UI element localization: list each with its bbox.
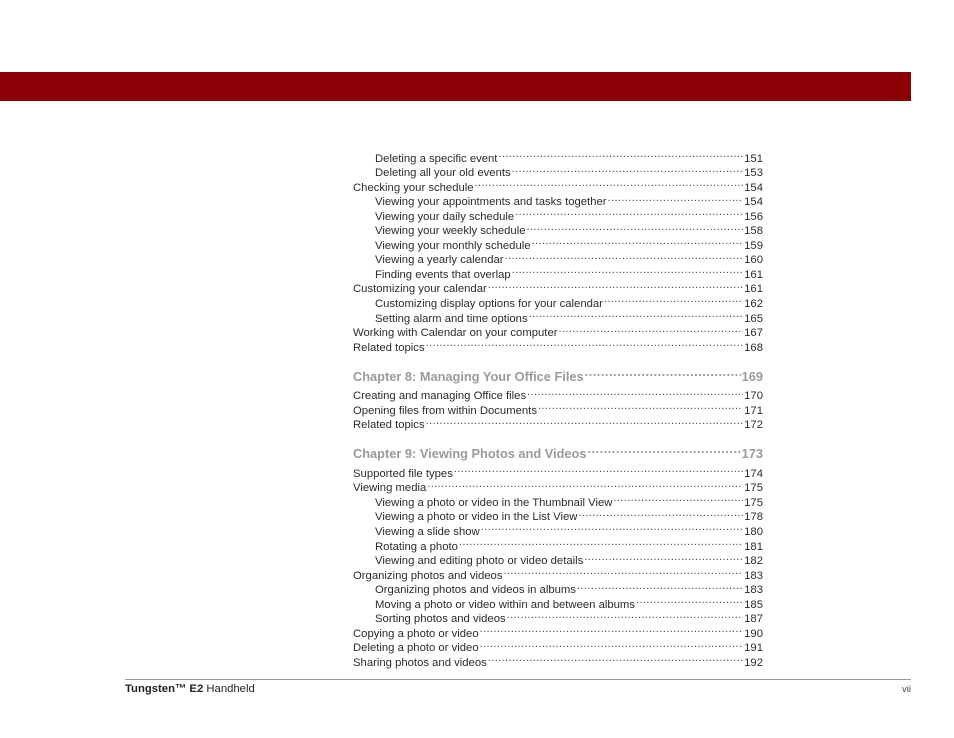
toc-entry-page: 191	[744, 642, 763, 655]
toc-entry-page: 187	[744, 613, 763, 626]
toc-entry-page: 175	[744, 482, 763, 495]
toc-entry-title: Working with Calendar on your computer	[353, 327, 558, 340]
toc-entry-page: 154	[744, 181, 763, 194]
toc-entry-page: 160	[744, 254, 763, 267]
toc-entry-page: 190	[744, 627, 763, 640]
toc-entry-page: 165	[744, 312, 763, 325]
header-banner	[0, 72, 911, 101]
toc-entry-title: Viewing a photo or video in the Thumbnail View	[375, 496, 613, 509]
toc-entry-title: Viewing a yearly calendar	[375, 254, 504, 267]
toc-entry-page: 185	[744, 598, 763, 611]
toc-entry-title: Viewing and editing photo or video details	[375, 555, 584, 568]
toc-entry-title: Deleting all your old events	[375, 167, 511, 180]
toc-entry-title: Supported file types	[353, 467, 453, 480]
toc-entry-title: Customizing your calendar	[353, 283, 487, 296]
dot-leader	[481, 520, 743, 535]
toc-entry-page: 181	[744, 540, 763, 553]
toc-entry-title: Sharing photos and videos	[353, 656, 487, 669]
toc-entry-page: 161	[744, 268, 763, 281]
toc-entry-title: Organizing photos and videos	[353, 569, 503, 582]
toc-entry-title: Setting alarm and time options	[375, 312, 528, 325]
dot-leader	[498, 147, 743, 162]
dot-leader	[426, 336, 744, 351]
dot-leader	[488, 651, 743, 666]
dot-leader	[512, 162, 744, 177]
dot-leader	[578, 506, 743, 521]
toc-entry-title: Deleting a photo or video	[353, 642, 479, 655]
dot-leader	[507, 608, 744, 623]
chapter-page: 173	[741, 446, 763, 462]
footer-divider	[125, 679, 911, 680]
dot-leader	[613, 491, 743, 506]
toc-entry-title: Viewing a slide show	[375, 526, 480, 539]
toc-entry-title: Viewing your monthly schedule	[375, 239, 531, 252]
toc-section-photos-videos	[353, 462, 763, 669]
toc-entry[interactable]	[353, 385, 763, 403]
toc-entry-page: 168	[744, 341, 763, 354]
toc-entry-title: Moving a photo or video within and between albums	[375, 598, 635, 611]
dot-leader	[515, 205, 743, 220]
dot-leader	[427, 477, 743, 492]
dot-leader	[475, 176, 744, 191]
toc-entry-page: 180	[744, 526, 763, 539]
table-of-contents	[353, 147, 763, 669]
dot-leader	[426, 414, 744, 429]
toc-entry-page: 167	[744, 327, 763, 340]
toc-entry-page: 159	[744, 239, 763, 252]
toc-entry-title: Finding events that overlap	[375, 268, 511, 281]
toc-entry-title: Organizing photos and videos in albums	[375, 584, 576, 597]
toc-entry-page: 171	[744, 404, 763, 417]
toc-entry-page: 154	[744, 196, 763, 209]
footer-brand: Tungsten™ E2	[125, 683, 204, 695]
toc-section-calendar	[353, 147, 763, 354]
footer-product	[125, 683, 255, 695]
toc-entry-title: Copying a photo or video	[353, 627, 479, 640]
toc-entry-page: 183	[744, 569, 763, 582]
dot-leader	[585, 363, 741, 381]
toc-entry-title: Rotating a photo	[375, 540, 458, 553]
dot-leader	[604, 292, 743, 307]
dot-leader	[488, 278, 743, 293]
toc-entry-title: Opening files from within Documents	[353, 404, 537, 417]
toc-entry-page: 182	[744, 555, 763, 568]
dot-leader	[636, 593, 743, 608]
dot-leader	[480, 637, 744, 652]
chapter-page: 169	[741, 368, 763, 384]
toc-entry-title: Sorting photos and videos	[375, 613, 506, 626]
toc-chapter-9[interactable]	[353, 440, 763, 462]
toc-entry-title: Viewing your weekly schedule	[375, 225, 526, 238]
dot-leader	[584, 550, 743, 565]
dot-leader	[503, 564, 743, 579]
toc-entry-page: 192	[744, 656, 763, 669]
dot-leader	[608, 191, 744, 206]
toc-entry-title: Creating and managing Office files	[353, 390, 527, 403]
toc-entry-page: 172	[744, 419, 763, 432]
toc-entry-title: Customizing display options for your calendar	[375, 298, 603, 311]
toc-entry-page: 178	[744, 511, 763, 524]
dot-leader	[505, 249, 744, 264]
toc-entry-page: 158	[744, 225, 763, 238]
toc-entry-page: 174	[744, 467, 763, 480]
dot-leader	[527, 385, 743, 400]
dot-leader	[538, 399, 743, 414]
dot-leader	[559, 322, 744, 337]
dot-leader	[512, 263, 743, 278]
dot-leader	[459, 535, 743, 550]
toc-entry-page: 153	[744, 167, 763, 180]
chapter-title: Chapter 9: Viewing Photos and Videos	[353, 446, 587, 462]
toc-entry-title: Viewing your appointments and tasks together	[375, 196, 607, 209]
dot-leader	[529, 307, 744, 322]
toc-entry-title: Related topics	[353, 419, 425, 432]
dot-leader	[577, 579, 743, 594]
toc-entry-page: 162	[744, 298, 763, 311]
chapter-title: Chapter 8: Managing Your Office Files	[353, 368, 584, 384]
toc-entry-title: Deleting a specific event	[375, 152, 498, 165]
dot-leader	[454, 462, 743, 477]
toc-entry[interactable]	[353, 462, 763, 480]
footer-product-name: Handheld	[206, 683, 255, 695]
toc-entry-page: 183	[744, 584, 763, 597]
toc-entry-page: 156	[744, 210, 763, 223]
dot-leader	[527, 220, 744, 235]
toc-entry-title: Viewing a photo or video in the List View	[375, 511, 578, 524]
dot-leader	[587, 440, 740, 458]
toc-entry-page: 170	[744, 390, 763, 403]
dot-leader	[480, 622, 744, 637]
toc-entry[interactable]	[353, 147, 763, 165]
dot-leader	[532, 234, 744, 249]
footer-page-number: vii	[902, 684, 911, 695]
toc-entry-page: 175	[744, 496, 763, 509]
toc-entry-page: 161	[744, 283, 763, 296]
toc-entry-title: Related topics	[353, 341, 425, 354]
toc-chapter-8[interactable]	[353, 363, 763, 384]
toc-entry-title: Viewing your daily schedule	[375, 210, 515, 223]
toc-entry-page: 151	[744, 152, 763, 165]
toc-section-office-files	[353, 385, 763, 432]
toc-entry-title: Viewing media	[353, 482, 427, 495]
toc-entry-title: Checking your schedule	[353, 181, 474, 194]
